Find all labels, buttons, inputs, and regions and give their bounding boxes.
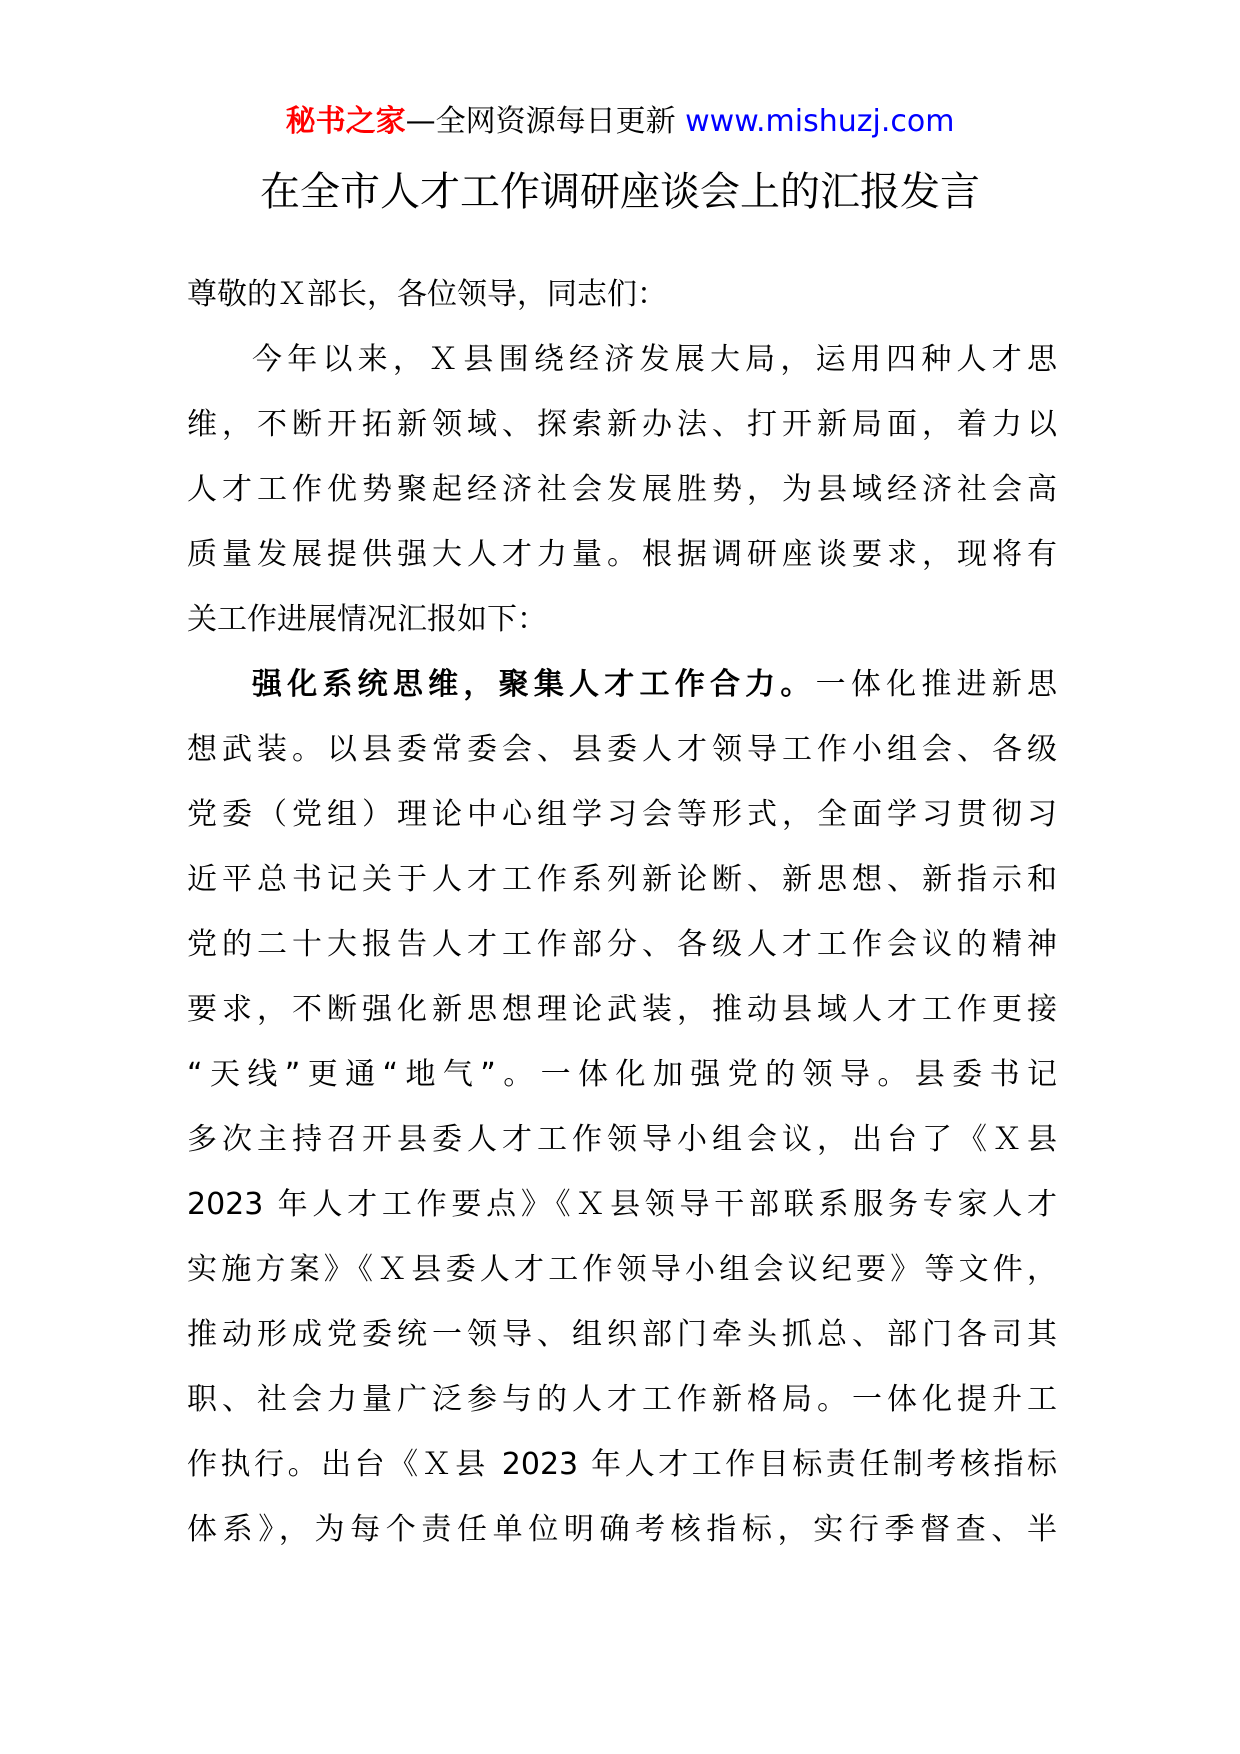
body-line: 推动形成党委统一领导、组织部门牵头抓总、部门各司其 <box>187 1317 1057 1352</box>
body-line: 关工作进展情况汇报如下： <box>187 602 547 637</box>
salutation-line: 尊敬的Ｘ部长，各位领导，同志们： <box>187 277 667 312</box>
body-line: 党委（党组）理论中心组学习会等形式，全面学习贯彻习 <box>187 797 1057 832</box>
body-line: 维，不断开拓新领域、探索新办法、打开新局面，着力以 <box>187 407 1057 442</box>
body-line: 今年以来，Ｘ县围绕经济发展大局，运用四种人才思 <box>252 342 1057 377</box>
body-line: 2023 年人才工作要点》《Ｘ县领导干部联系服务专家人才 <box>187 1187 1057 1222</box>
body-line: 体系》，为每个责任单位明确考核指标，实行季督查、半 <box>187 1512 1057 1547</box>
body-line: 实施方案》《Ｘ县委人才工作领导小组会议纪要》等文件， <box>187 1252 1057 1287</box>
document-title: 在全市人才工作调研座谈会上的汇报发言 <box>260 169 980 215</box>
body-line: 作执行。出台《Ｘ县 2023 年人才工作目标责任制考核指标 <box>187 1447 1057 1482</box>
section-heading: 强化系统思维，聚集人才工作合力。 <box>252 667 816 702</box>
document-body <box>187 262 1057 1562</box>
body-line: 想武装。以县委常委会、县委人才领导工作小组会、各级 <box>187 732 1057 767</box>
brand-name: 秘书之家 <box>285 104 406 139</box>
body-line: 职、社会力量广泛参与的人才工作新格局。一体化提升工 <box>187 1382 1057 1417</box>
body-line-with-heading <box>187 652 1057 717</box>
body-line: 近平总书记关于人才工作系列新论断、新思想、新指示和 <box>187 862 1057 897</box>
header-tagline: —全网资源每日更新 <box>405 104 676 139</box>
body-line: 多次主持召开县委人才工作领导小组会议，出台了《Ｘ县 <box>187 1122 1057 1157</box>
site-header <box>0 100 1240 144</box>
site-url-link[interactable]: www.mishuzj.com <box>685 104 955 139</box>
body-line: 要求，不断强化新思想理论武装，推动县域人才工作更接 <box>187 992 1057 1027</box>
body-line: 质量发展提供强大人才力量。根据调研座谈要求，现将有 <box>187 537 1057 572</box>
body-line-rest: 一体化推进新思 <box>815 667 1058 702</box>
body-line: 人才工作优势聚起经济社会发展胜势，为县域经济社会高 <box>187 472 1057 507</box>
body-line: “天线”更通“地气”。一体化加强党的领导。县委书记 <box>187 1057 1057 1092</box>
body-line: 党的二十大报告人才工作部分、各级人才工作会议的精神 <box>187 927 1057 962</box>
